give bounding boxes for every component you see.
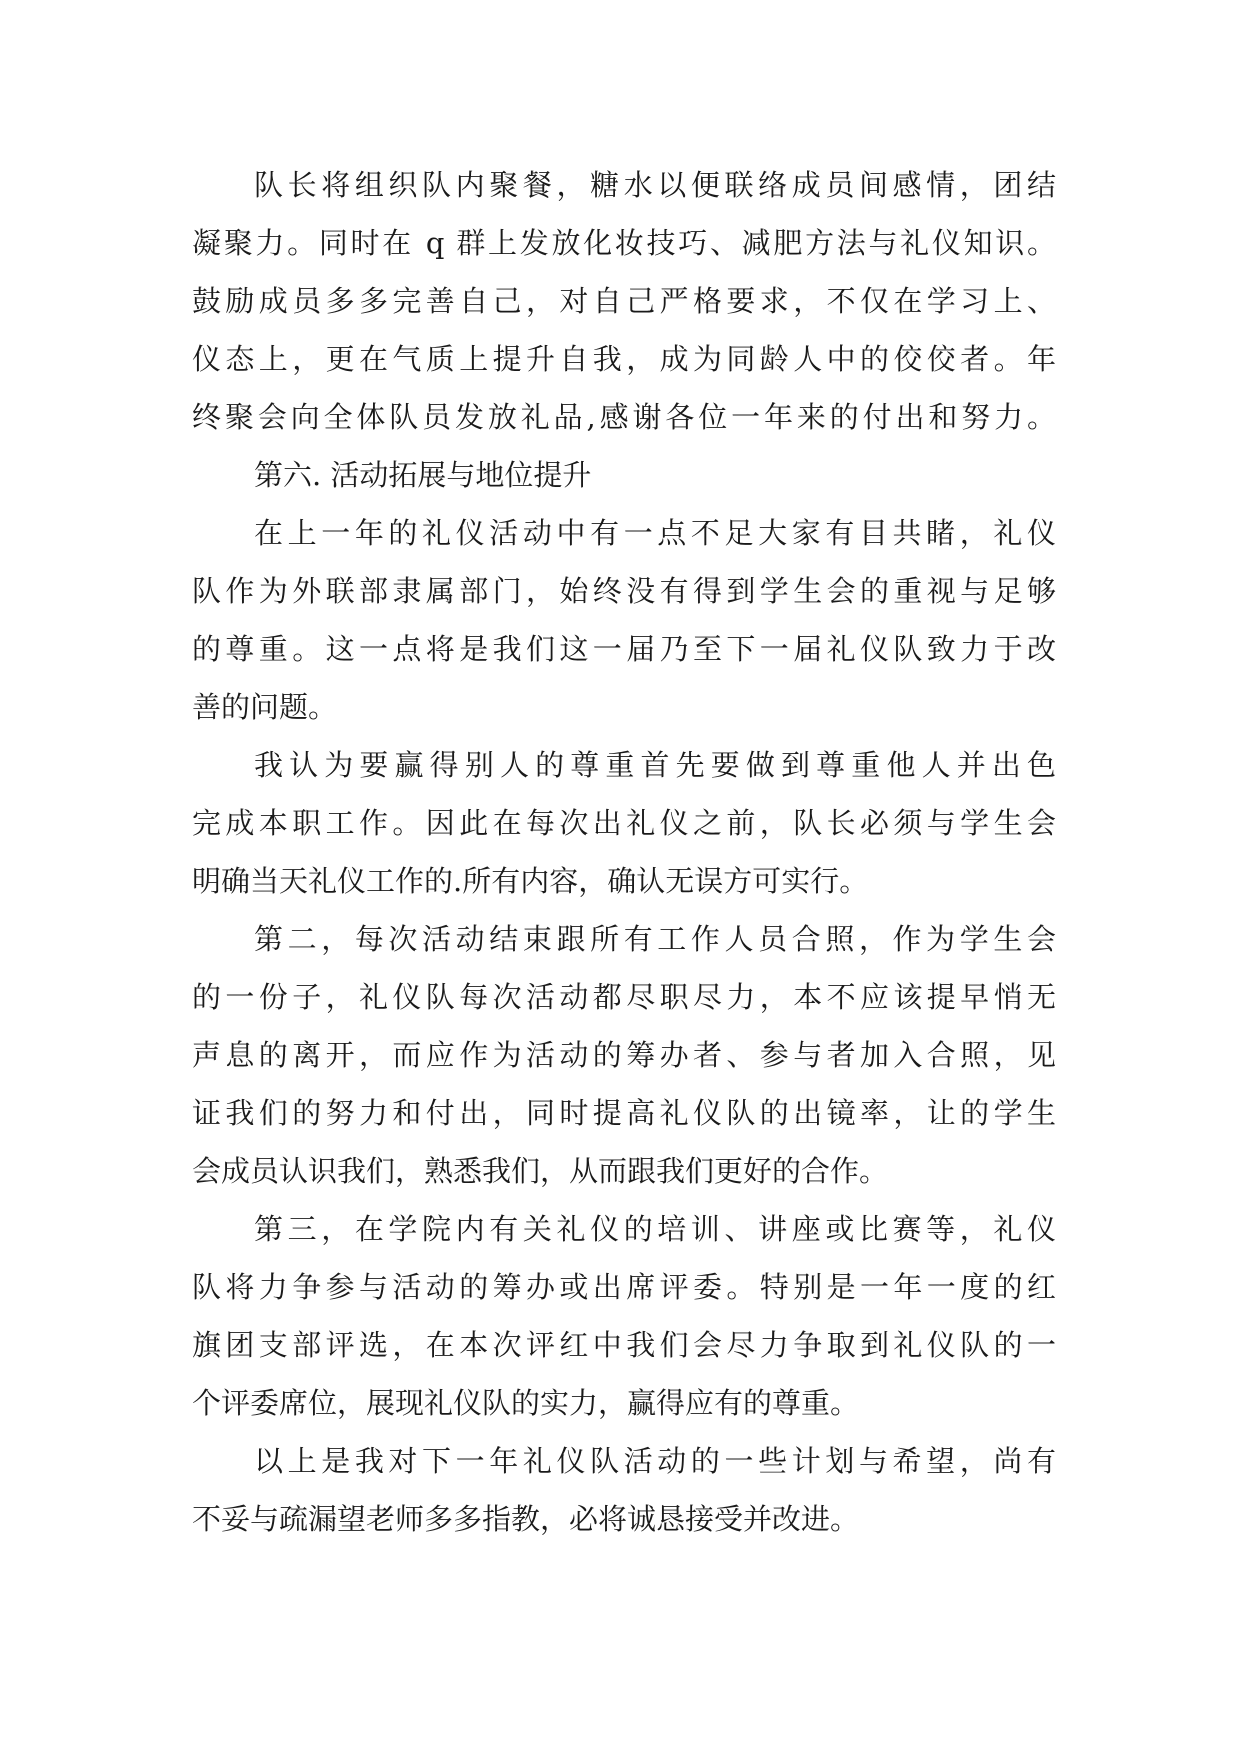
text-line: 以上是我对下一年礼仪队活动的一些计划与希望，尚有 [254,1444,1056,1478]
text-line: 凝聚力。同时在 q 群上发放化妆技巧、减肥方法与礼仪知识。 [192,226,1056,260]
text-line: 鼓励成员多多完善自己，对自己严格要求，不仅在学习上、 [192,284,1056,318]
text-line: 旗团支部评选，在本次评红中我们会尽力争取到礼仪队的一 [192,1328,1056,1362]
text-line: 队作为外联部隶属部门，始终没有得到学生会的重视与足够 [192,574,1056,608]
section-heading: 第六. 活动拓展与地位提升 [254,458,592,492]
text-line: 不妥与疏漏望老师多多指教，必将诚恳接受并改进。 [192,1502,860,1536]
text-line: 在上一年的礼仪活动中有一点不足大家有目共睹，礼仪 [254,516,1056,550]
text-line: 完成本职工作。因此在每次出礼仪之前，队长必须与学生会 [192,806,1056,840]
text-line: 个评委席位，展现礼仪队的实力，赢得应有的尊重。 [192,1386,860,1420]
text-line: 善的问题。 [192,690,338,724]
text-line: 队长将组织队内聚餐，糖水以便联络成员间感情，团结 [254,168,1056,202]
text-line: 的尊重。这一点将是我们这一届乃至下一届礼仪队致力于改 [192,632,1056,666]
text-line: 第二，每次活动结束跟所有工作人员合照，作为学生会 [254,922,1056,956]
text-line: 仪态上，更在气质上提升自我，成为同龄人中的佼佼者。年 [192,342,1056,376]
text-line: 证我们的努力和付出，同时提高礼仪队的出镜率，让的学生 [192,1096,1056,1130]
text-line: 第三，在学院内有关礼仪的培训、讲座或比赛等，礼仪 [254,1212,1056,1246]
text-line: 终聚会向全体队员发放礼品,感谢各位一年来的付出和努力。 [192,400,1056,434]
text-line: 我认为要赢得别人的尊重首先要做到尊重他人并出色 [254,748,1056,782]
text-line: 明确当天礼仪工作的.所有内容，确认无误方可实行。 [192,864,869,898]
text-line: 会成员认识我们，熟悉我们，从而跟我们更好的合作。 [192,1154,889,1188]
text-line: 声息的离开，而应作为活动的筹办者、参与者加入合照，见 [192,1038,1056,1072]
text-line: 的一份子，礼仪队每次活动都尽职尽力，本不应该提早悄无 [192,980,1056,1014]
text-line: 队将力争参与活动的筹办或出席评委。特别是一年一度的红 [192,1270,1056,1304]
